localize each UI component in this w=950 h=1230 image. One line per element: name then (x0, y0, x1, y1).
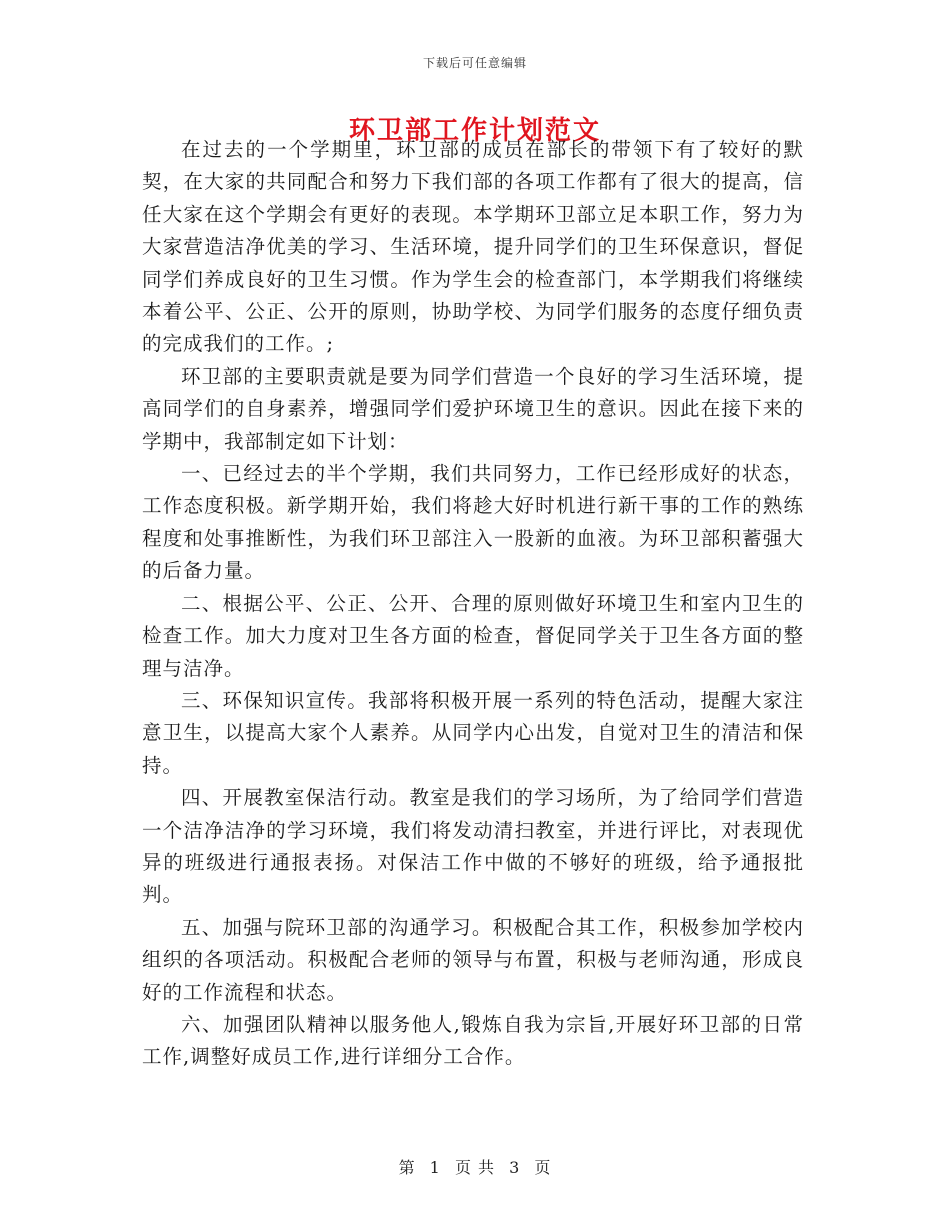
page-footer (0, 1155, 950, 1178)
paragraph-plan-2: 二、根据公平、公正、公开、合理的原则做好环境卫生和室内卫生的检查工作。加大力度对卫生各方面的检查，督促同学关于卫生各方面的整理与洁净。 (142, 591, 804, 680)
paragraph-plan-1: 一、已经过去的半个学期，我们共同努力，工作已经形成好的状态，工作态度积极。新学期开始，我们将趁大好时机进行新干事的工作的熟练程度和处事推断性，为我们环卫部注入一股新的血液。为环卫部积蓄强大的后备力量。 (142, 462, 804, 583)
footer-prefix: 第 (398, 1158, 416, 1177)
footer-mid: 页 共 (454, 1158, 496, 1177)
paragraph-duties: 环卫部的主要职责就是要为同学们营造一个良好的学习生活环境，提高同学们的自身素养，增强同学们爱护环境卫生的意识。因此在接下来的学期中，我部制定如下计划： (142, 364, 804, 453)
footer-suffix: 页 (534, 1158, 552, 1177)
paragraph-plan-6: 六、加强团队精神以服务他人,锻炼自我为宗旨,开展好环卫部的日常工作,调整好成员工作,进行详细分工合作。 (142, 1012, 804, 1069)
footer-page-number: 1 (429, 1158, 441, 1177)
header-note: 下载后可任意编辑 (422, 56, 527, 70)
paragraph-plan-4: 四、开展教室保洁行动。教室是我们的学习场所，为了给同学们营造一个洁净洁净的学习环境，我们将发动清扫教室，并进行评比，对表现优异的班级进行通报表扬。对保洁工作中做的不够好的班级，给予通报批判。 (142, 786, 804, 907)
footer-page-total: 3 (509, 1158, 521, 1177)
document-body (142, 134, 804, 1074)
paragraph-intro: 在过去的一个学期里，环卫部的成员在部长的带领下有了较好的默契，在大家的共同配合和努力下我们部的各项工作都有了很大的提高，信任大家在这个学期会有更好的表现。本学期环卫部立足本职工作，努力为大家营造洁净优美的学习、生活环境，提升同学们的卫生环保意识，督促同学们养成良好的卫生习惯。作为学生会的检查部门，本学期我们将继续本着公平、公正、公开的原则，协助学校、为同学们服务的态度仔细负责的完成我们的工作。; (142, 138, 804, 356)
paragraph-plan-5: 五、加强与院环卫部的沟通学习。积极配合其工作，积极参加学校内组织的各项活动。积极配合老师的领导与布置，积极与老师沟通，形成良好的工作流程和状态。 (142, 915, 804, 1004)
document-title: 环卫部工作计划范文 (348, 116, 601, 146)
paragraph-plan-3: 三、环保知识宣传。我部将积极开展一系列的特色活动，提醒大家注意卫生，以提高大家个人素养。从同学内心出发，自觉对卫生的清洁和保持。 (142, 688, 804, 777)
